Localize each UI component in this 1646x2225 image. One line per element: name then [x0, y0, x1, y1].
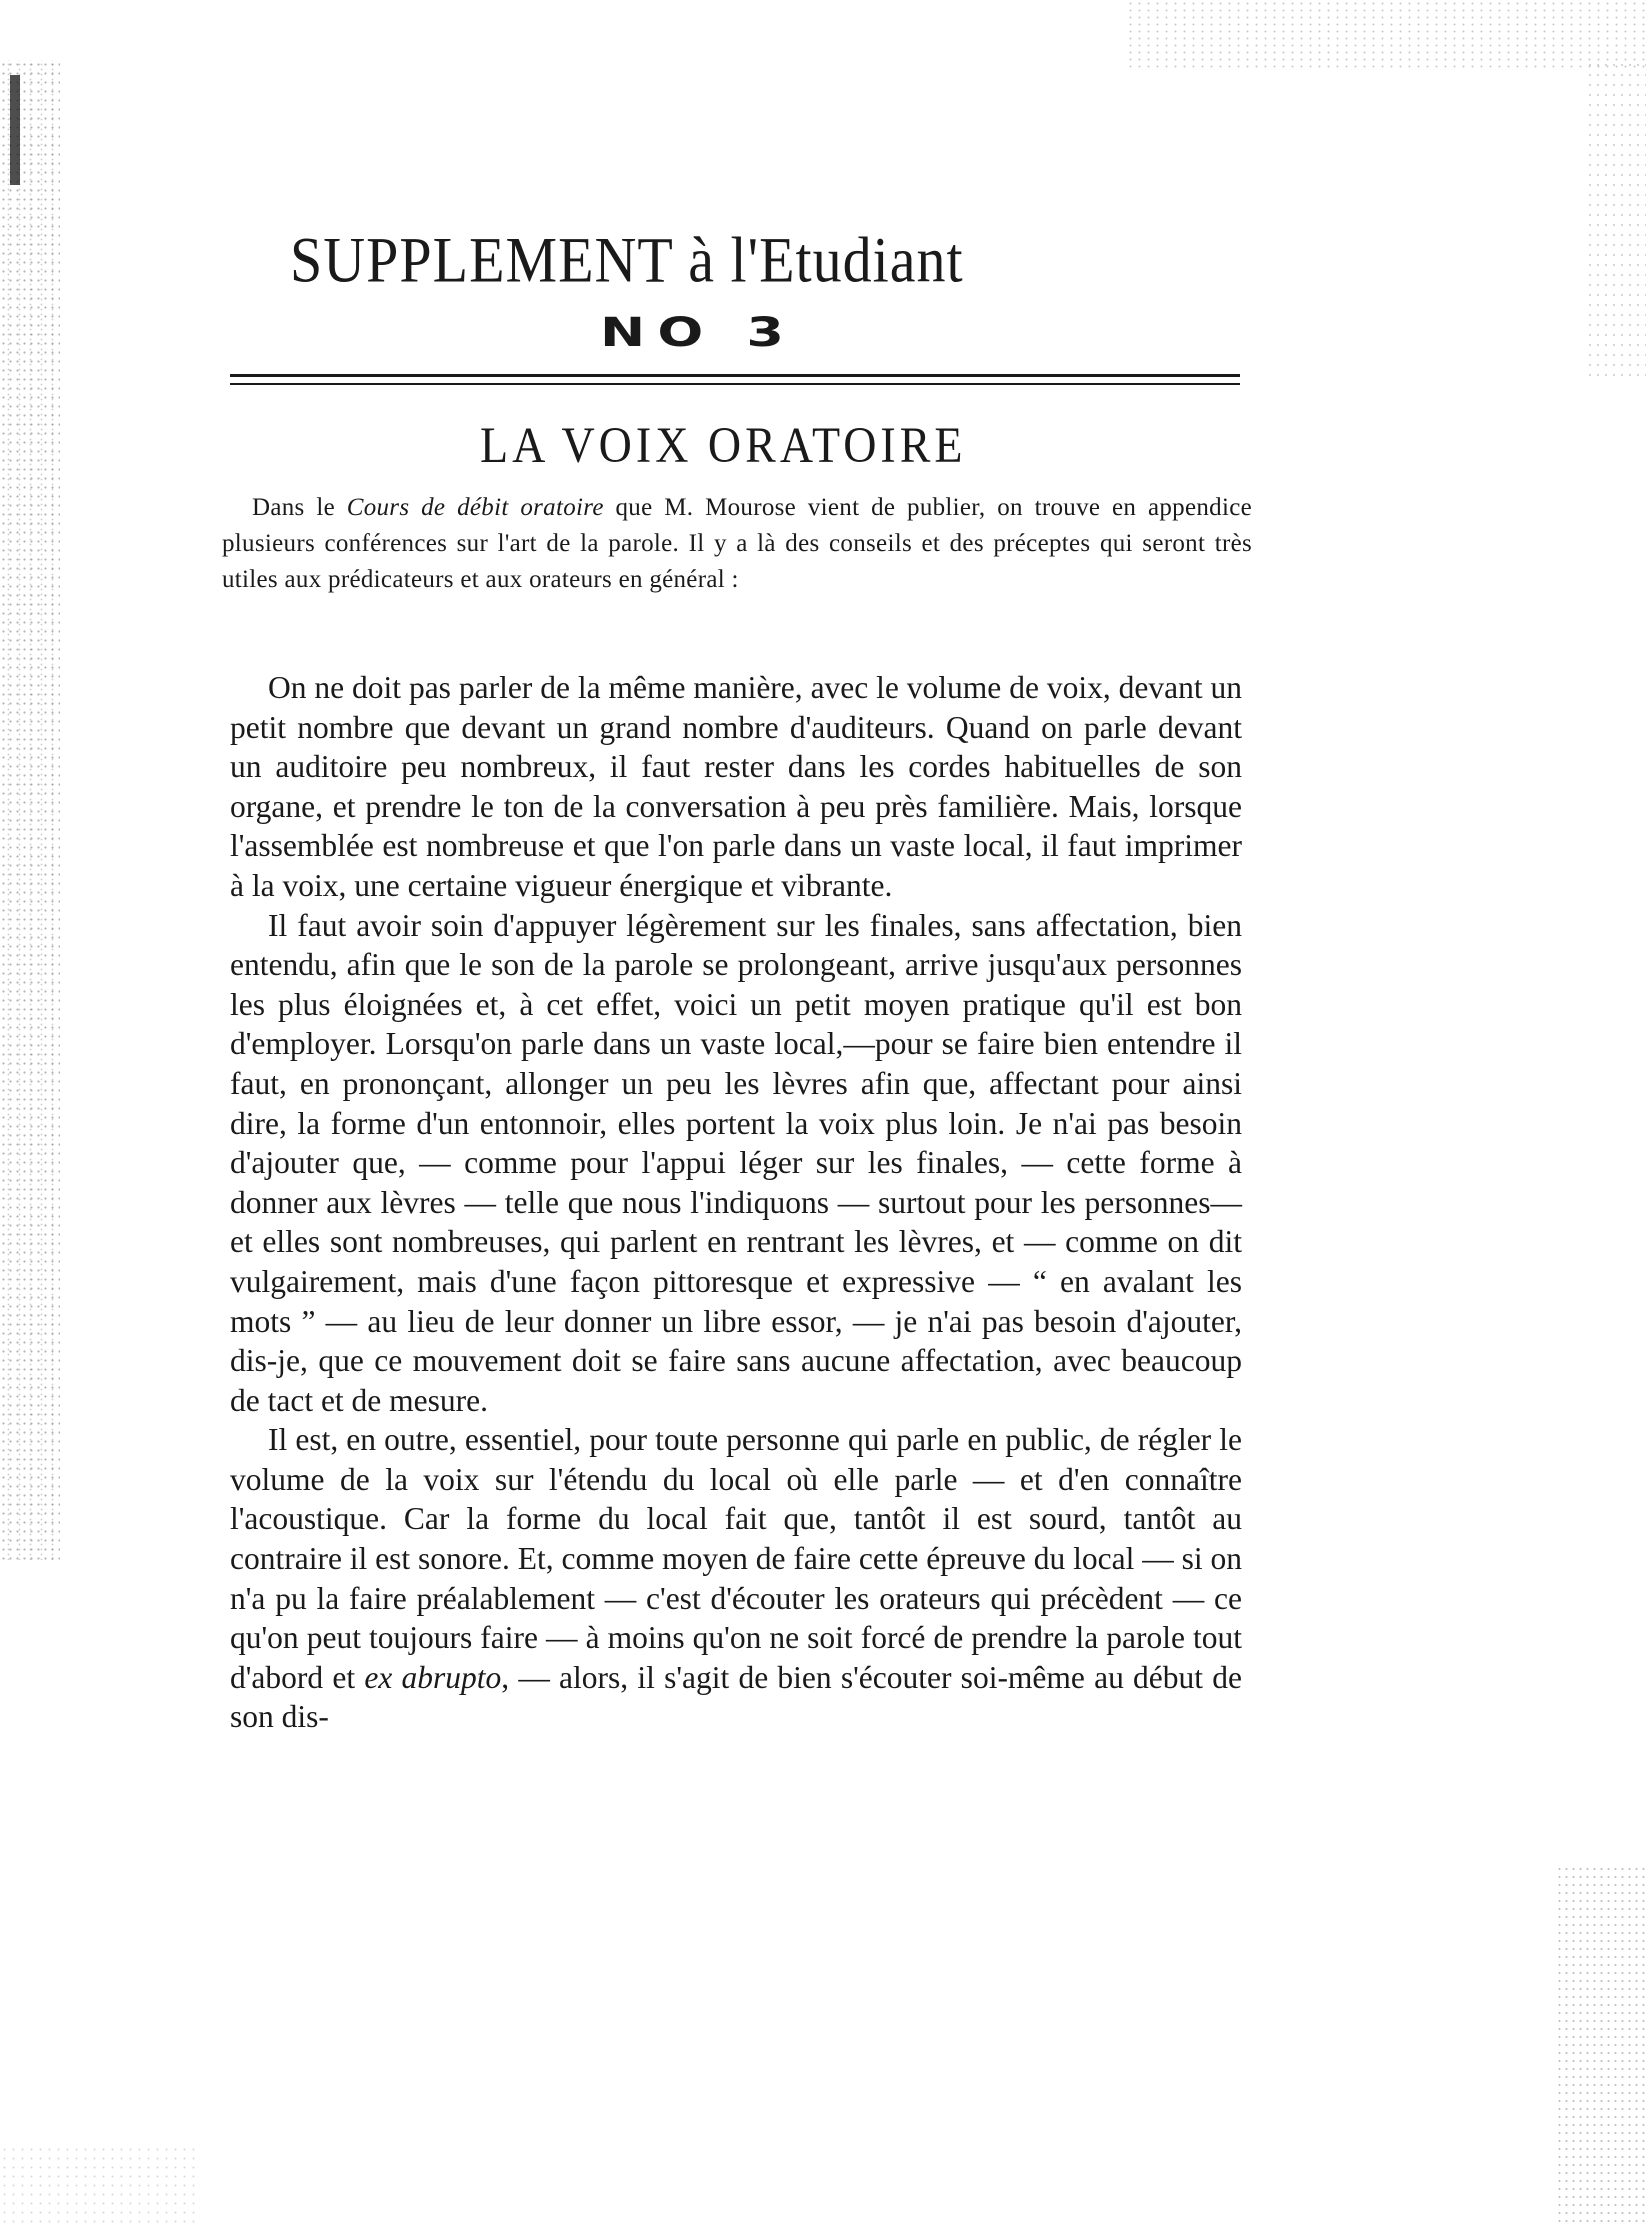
issue-number: NO 3	[600, 310, 797, 356]
header-rule-thick	[230, 374, 1240, 377]
masthead-title: SUPPLEMENT à l'Etudiant	[290, 223, 964, 296]
latin-phrase: ex abrupto	[364, 1659, 502, 1695]
intro-paragraph	[222, 490, 1252, 598]
body-paragraph-2: Il faut avoir soin d'appuyer légèrement sur les finales, sans affectation, bien entendu, afin que le son de la parole se prolongeant, arrive jusqu'aux personnes les plus éloignées et, à cet effet, voici un petit moyen pratique qu'il est bon d'employer. Lorsqu'on parle dans un vaste local,—pour se faire bien entendre il faut, en prononçant, allonger un peu les lèvres afin que, affectant pour ainsi dire, la forme d'un entonnoir, elles portent la voix plus loin. Je n'ai pas besoin d'ajouter que, — comme pour l'appui léger sur les finales, — cette forme à donner aux lèvres — telle que nous l'indiquons — surtout pour les personnes—et elles sont nombreuses, qui parlent en rentrant les lèvres, et — comme on dit vulgairement, mais d'une façon pittoresque et expressive — “ en avalant les mots ” — au lieu de leur donner un libre essor, — je n'ai pas besoin d'ajouter, dis-je, que ce mouvement doit se faire sans aucune affectation, avec beaucoup de tact et de mesure.	[230, 907, 1242, 1418]
article-title: LA VOIX ORATOIRE	[480, 417, 967, 474]
intro-text-start: Dans le	[252, 494, 347, 521]
intro-text-end: que M. Mourose vient de publier, on trouve en appendice plusieurs conférences sur l'art de la parole. Il y a là des conseils et des préceptes qui seront très utiles aux prédicateurs et aux orateurs en général :	[222, 494, 1252, 593]
article-intro	[222, 490, 1252, 598]
article-body	[230, 668, 1242, 1737]
paragraph-3-text-end: , — alors, il s'agit de bien s'écouter soi-même au début de son dis-	[230, 1659, 1242, 1735]
header-rule-thin	[230, 383, 1240, 385]
paragraph-3-text-start: Il est, en outre, essentiel, pour toute personne qui parle en public, de régler le volume de la voix sur l'étendu du local où elle parle — et d'en connaître l'acoustique. Car la forme du local fait que, tantôt il est sourd, tantôt au contraire il est sonore. Et, comme moyen de faire cette épreuve du local — si on n'a pu la faire préalablement — c'est d'écouter les orateurs qui précèdent — ce qu'on peut toujours faire — à moins qu'on ne soit forcé de prendre la parole tout d'abord et	[230, 1422, 1242, 1695]
body-paragraph-3	[230, 1420, 1242, 1737]
body-paragraph-1: On ne doit pas parler de la même manière, avec le volume de voix, devant un petit nombre que devant un grand nombre d'auditeurs. Quand on parle devant un auditoire peu nombreux, il faut rester dans les cordes habituelles de son organe, et prendre le ton de la conversation à peu près familière. Mais, lorsque l'assemblée est nombreuse et que l'on parle dans un vaste local, il faut imprimer à la voix, une certaine vigueur énergique et vibrante.	[230, 670, 1242, 903]
book-title: Cours de débit oratoire	[346, 494, 604, 521]
